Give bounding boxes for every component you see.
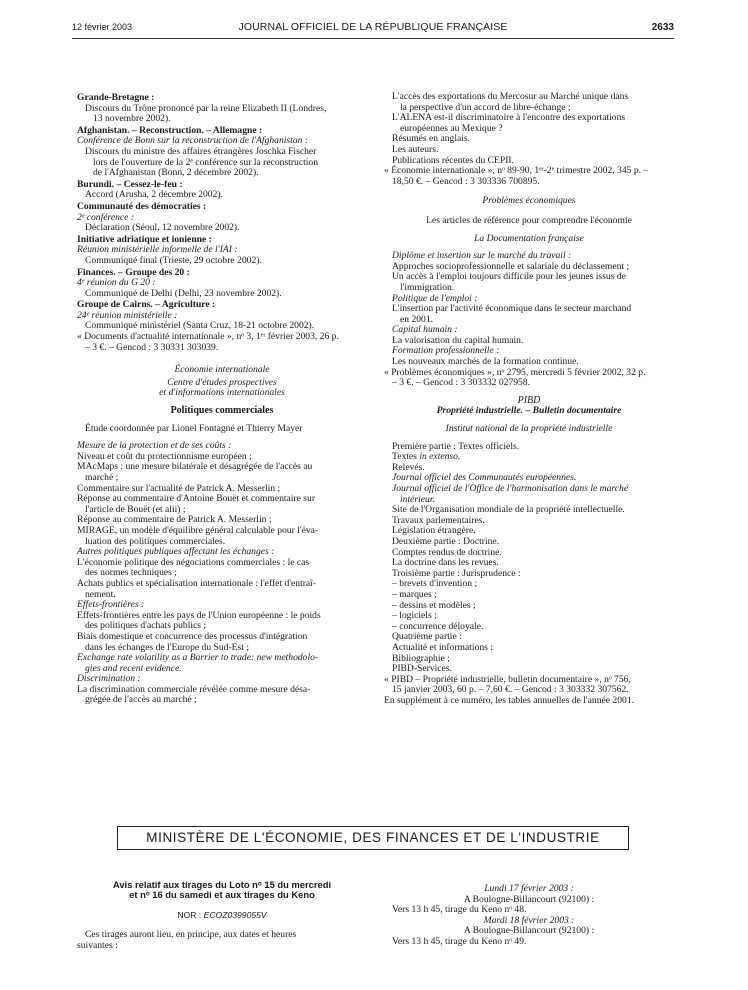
list-item: – dessins et modèles ; [392,599,476,611]
article-line: Biais domestique et concurrence des processus d'intégration [77,630,308,642]
article-line: Un accès à l'emploi toujours difficile pour les jeunes issus de [392,271,626,283]
section-title: PIBD [517,394,541,406]
section-heading: Diplôme et insertion sur le marché du travail : [392,250,572,262]
afghanistan-heading: Afghanistan. – Reconstruction. – Allemagne : [77,124,263,136]
article-line: Législation étrangère. [392,525,476,537]
section-heading: Formation professionnelle : [392,345,500,357]
section-heading: Autres politiques publiques affectant les échanges : [77,546,275,558]
review-reference: 18,50 €. – Gencod : 3 303336 700895. [392,175,540,187]
nor-reference [77,910,367,921]
article-line: l'article de Bouët (et alii) ; [85,503,186,515]
article-line: Publications récentes du CEPII. [392,154,515,166]
journal-title: JOURNAL OFFICIEL DE LA RÉPUBLIQUE FRANÇAISE [238,21,508,33]
gb-line: 13 novembre 2002). [93,113,171,125]
list-item: – logiciels ; [392,610,437,622]
article-line: L'insertion par l'activité économique dans le secteur marchand [392,303,632,315]
article-line: L'économie politique des négociations commerciales : le cas [77,556,310,568]
article-line: Comptes rendus de doctrine. [392,546,502,558]
article-line: l'immigration. [400,281,455,293]
review-reference: « Économie internationale », nᵒ 89-90, 1ᵉʳ-2ᵉ trimestre 2002, 345 p. – [384,165,649,177]
article-line: Effets-frontières entre les pays de l'Union européenne : le poids [77,609,321,621]
gb-heading: Grande-Bretagne : [77,92,155,103]
article-line: La doctrine dans les revues. [392,557,499,569]
avis-body: Ces tirages auront lieu, en principe, aux dates et heures [85,929,297,941]
article-line: Niveau et coût du protectionnisme européen ; [77,450,252,462]
article-line: La valorisation du capital humain. [392,334,524,346]
gb-line: Discours du Trône prononcé par la reine Elizabeth II (Londres, [85,102,327,114]
study-credit: Étude coordonnée par Lionel Fontagné et Thierry Mayer [85,422,303,434]
section-subtitle: Propriété industrielle. – Bulletin documentaire [436,405,622,417]
section-title: Problèmes économiques [482,195,576,207]
cairns-heading: Groupe de Cairns. – Agriculture : [77,299,216,311]
list-item: – marques ; [392,588,437,600]
list-item: – concurrence déloyale. [392,620,484,632]
finances-heading: Finances. – Groupe des 20 : [77,266,190,278]
section-heading: Capital humain : [392,324,458,336]
adriatic-meeting: Réunion ministérielle informelle de l'IAI : [77,244,238,256]
article-line: grégée de l'accès au marché ; [85,694,197,706]
section-heading: Politique de l'emploi : [392,292,478,304]
afghanistan-line: de l'Afghanistan (Bonn, 2 décembre 2002). [93,167,259,179]
article-line: dans les échanges de l'Europe du Sud-Est ; [85,641,249,653]
article-line: Actualité et informations : [392,641,493,653]
issue-title: Politiques commerciales [170,405,274,417]
part-heading: Deuxième partie : Doctrine. [392,535,500,547]
article-line: européennes au Mexique ? [400,122,503,134]
section-heading: Effets-frontières : [77,599,145,611]
left-column [77,92,367,706]
article-line: luation des politiques commerciales. [85,535,226,547]
documents-reference: – 3 €. – Gencod : 3 30331 303039. [85,341,219,353]
article-line: L'accès des exportations du Mercosur au Marché unique dans [392,91,629,102]
review-reference: – 3 €. – Gencod : 3 303332 027958. [392,377,531,389]
draw-location: A Boulogne-Billancourt (92100) : [463,893,595,905]
article-line: Journal officiel des Communautés européennes. [392,472,577,484]
header-date: 12 février 2003 [72,22,133,32]
article-line: Exchange rate volatility as a Barrier to trade: new methodolo- [77,652,319,664]
cairns-meeting: 24ᵉ réunion ministérielle : [77,309,178,321]
text-italic: in extenso. [419,451,461,463]
burundi-heading: Burundi. – Cessez-le-feu : [77,178,183,190]
article-line: nement. [85,588,116,600]
draw-day: Lundi 17 février 2003 : [484,883,574,894]
article-line: Site de l'Organisation mondiale de la propriété intellectuelle. [392,504,625,516]
avis-body: suivantes : [77,940,118,951]
article-line: La discrimination commerciale révélée comme mesure désa- [77,683,311,695]
page-number: 2633 [651,22,674,33]
avis-block [77,880,367,952]
afghanistan-line: Discours du ministre des affaires étrangères Joschka Fischer [85,145,317,157]
list-item: – brevets d'invention ; [392,578,478,590]
draw-line: Vers 13 h 45, tirage du Keno nᵒ 48. [392,904,527,916]
article-line: Travaux parlementaires. [392,514,485,526]
afghanistan-conference: Conférence de Bonn sur la reconstruction de l'Afghanistan : [77,135,309,147]
article-line: en 2001. [400,313,434,325]
article-line: gies and recent evidence. [85,662,182,674]
section-subtitle: Les articles de référence pour comprendre l'économie [426,214,632,226]
draw-schedule [384,884,674,948]
avis-title-line: Avis relatif aux tirages du Loto nᵒ 15 du mercredi [112,879,332,890]
pibd-reference: 15 janvier 2003, 60 p. – 7,60 €. – Gencod : 3 303332 307562. [392,684,629,696]
text-prefix: Textes [392,451,420,463]
adriatic-line: Communiqué final (Trieste, 29 octobre 2002). [85,254,262,266]
article-line: Réponse au commentaire d'Antoine Bouët et commentaire sur [77,493,316,505]
avis-title [77,880,367,901]
documents-reference: « Documents d'actualité internationale », nᵒ 3, 1ᵉʳ février 2003, 26 p. [77,331,339,343]
article-line: la perspective d'un accord de libre-échange ; [400,101,571,113]
article-line: PIBD-Services. [392,663,452,675]
avis-title-line: et nᵒ 16 du samedi et aux tirages du Keno [129,889,315,901]
ministry-banner: MINISTÈRE DE L'ÉCONOMIE, DES FINANCES ET DE L'INDUSTRIE [117,826,629,850]
democracies-line: Déclaration (Séoul, 12 novembre 2002). [85,222,240,234]
draw-location: A Boulogne-Billancourt (92100) : [463,925,595,937]
part-heading: Troisième partie : Jurisprudence : [392,567,521,579]
article-line: des politiques d'achats publics ; [85,620,207,632]
article-line: Approches socioprofessionnelle et salariale du déclassement ; [392,260,630,272]
article-line [384,452,674,463]
article-line: MIRAGE, un modèle d'équilibre général calculable pour l'éva- [77,524,319,536]
article-line: Relevés. [392,461,425,473]
article-line: Les auteurs. [392,143,439,155]
afghanistan-line: lors de l'ouverture de la 2ᵉ conférence sur la reconstruction [93,156,319,168]
article-line: Bibliographie ; [392,652,450,664]
article-line: Réponse au commentaire de Patrick A. Messerlin ; [77,514,272,526]
finances-meeting: 4ᵉ réunion du G 20 : [77,277,156,289]
finances-line: Communiqué de Delhi (Delhi, 23 novembre 2002). [85,287,282,299]
cairns-line: Communiqué ministériel (Santa Cruz, 18-21 octobre 2002). [85,320,315,332]
article-line: Résumés en anglais. [392,133,471,145]
right-column [384,92,674,706]
article-line: des normes techniques ; [85,567,177,579]
draw-line: Vers 13 h 45, tirage du Keno nᵒ 49. [392,935,527,947]
nor-label: NOR : [177,909,204,920]
article-line: marché ; [85,472,119,483]
publisher-line: Centre d'études prospectives [167,376,277,388]
pibd-reference: « PIBD – Propriété industrielle, bulletin documentaire », nᵒ 756, [384,673,631,685]
publisher-line: La Documentation française [474,232,584,244]
article-line: L'ALENA est-il discriminatoire à l'encontre des exportations [392,112,626,124]
nor-code: ECOZ0399055V [203,909,267,920]
part-heading: Quatrième partie : [392,631,462,643]
article-line: MAcMaps : une mesure bilatérale et désagrégée de l'accès au [77,461,313,473]
article-line: Les nouveaux marchés de la formation continue. [392,356,579,368]
supplement-note: En supplément à ce numéro, les tables annuelles de l'année 2001. [384,694,635,706]
part-heading: Première partie : Textes officiels. [392,440,520,452]
review-reference: « Problèmes économiques », nᵒ 2795, mercredi 5 février 2002, 32 p. [384,366,646,378]
article-line: Achats publics et spécialisation internationale : l'effet d'entraî- [77,577,317,589]
article-line: Commentaire sur l'actualité de Patrick A. Messerlin ; [77,482,281,494]
page-header [72,20,674,36]
section-heading: Discrimination : [77,673,141,685]
article-line: intérieur. [400,493,435,505]
section-title: Économie internationale [174,364,270,376]
section-heading: Mesure de la protection et de ses coûts : [77,440,232,452]
burundi-line: Accord (Arusha, 2 décembre 2002). [85,189,223,201]
header-rule [72,38,674,39]
article-line: Journal officiel de l'Office de l'harmonisation dans le marché [392,483,629,494]
draw-day: Mardi 18 février 2003 : [483,914,575,926]
adriatic-heading: Initiative adriatique et ionienne : [77,233,212,245]
democracies-heading: Communauté des démocraties : [77,200,207,212]
publisher-line: et d'informations internationales [159,387,285,399]
democracies-conference: 2ᵉ conférence : [77,211,135,223]
publisher-line: Institut national de la propriété industrielle [445,423,613,435]
